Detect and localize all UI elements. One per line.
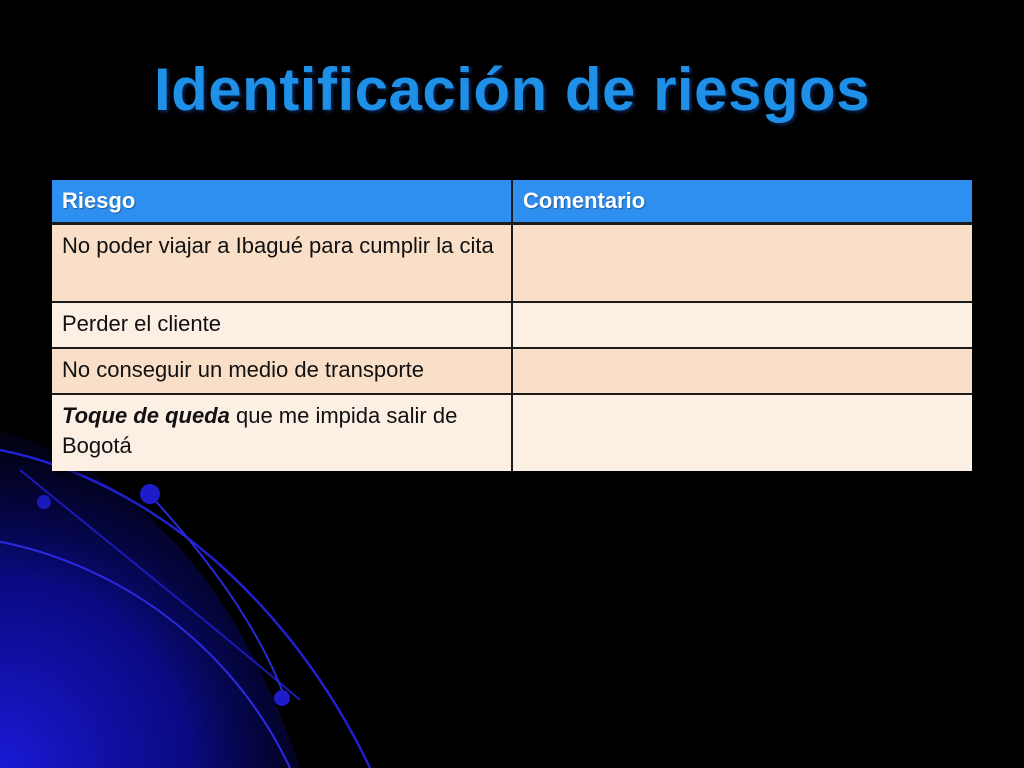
- comment-cell: [512, 302, 972, 348]
- risk-cell: Perder el cliente: [52, 302, 512, 348]
- comment-cell: [512, 224, 972, 303]
- risk-text: que me impida salir de Bogotá: [62, 403, 458, 458]
- risk-emphasis-text: Toque de queda: [62, 403, 230, 428]
- risk-cell: No poder viajar a Ibagué para cumplir la cita: [52, 224, 512, 303]
- slide-title: Identificación de riesgos: [153, 56, 870, 123]
- table-row: [52, 224, 972, 303]
- arc-dot-3: [274, 690, 290, 706]
- arc-dot-2: [37, 495, 51, 509]
- comment-cell: [512, 348, 972, 394]
- table-row: [52, 302, 972, 348]
- risk-cell: No conseguir un medio de transporte: [52, 348, 512, 394]
- header-risk: Riesgo: [52, 180, 512, 224]
- risk-table: [52, 180, 972, 471]
- arc-dot-1: [140, 484, 160, 504]
- table-row: [52, 394, 972, 471]
- table-row: [52, 348, 972, 394]
- header-comment: Comentario: [512, 180, 972, 224]
- table-header-row: [52, 180, 972, 224]
- risk-cell: [52, 394, 512, 471]
- comment-cell: [512, 394, 972, 471]
